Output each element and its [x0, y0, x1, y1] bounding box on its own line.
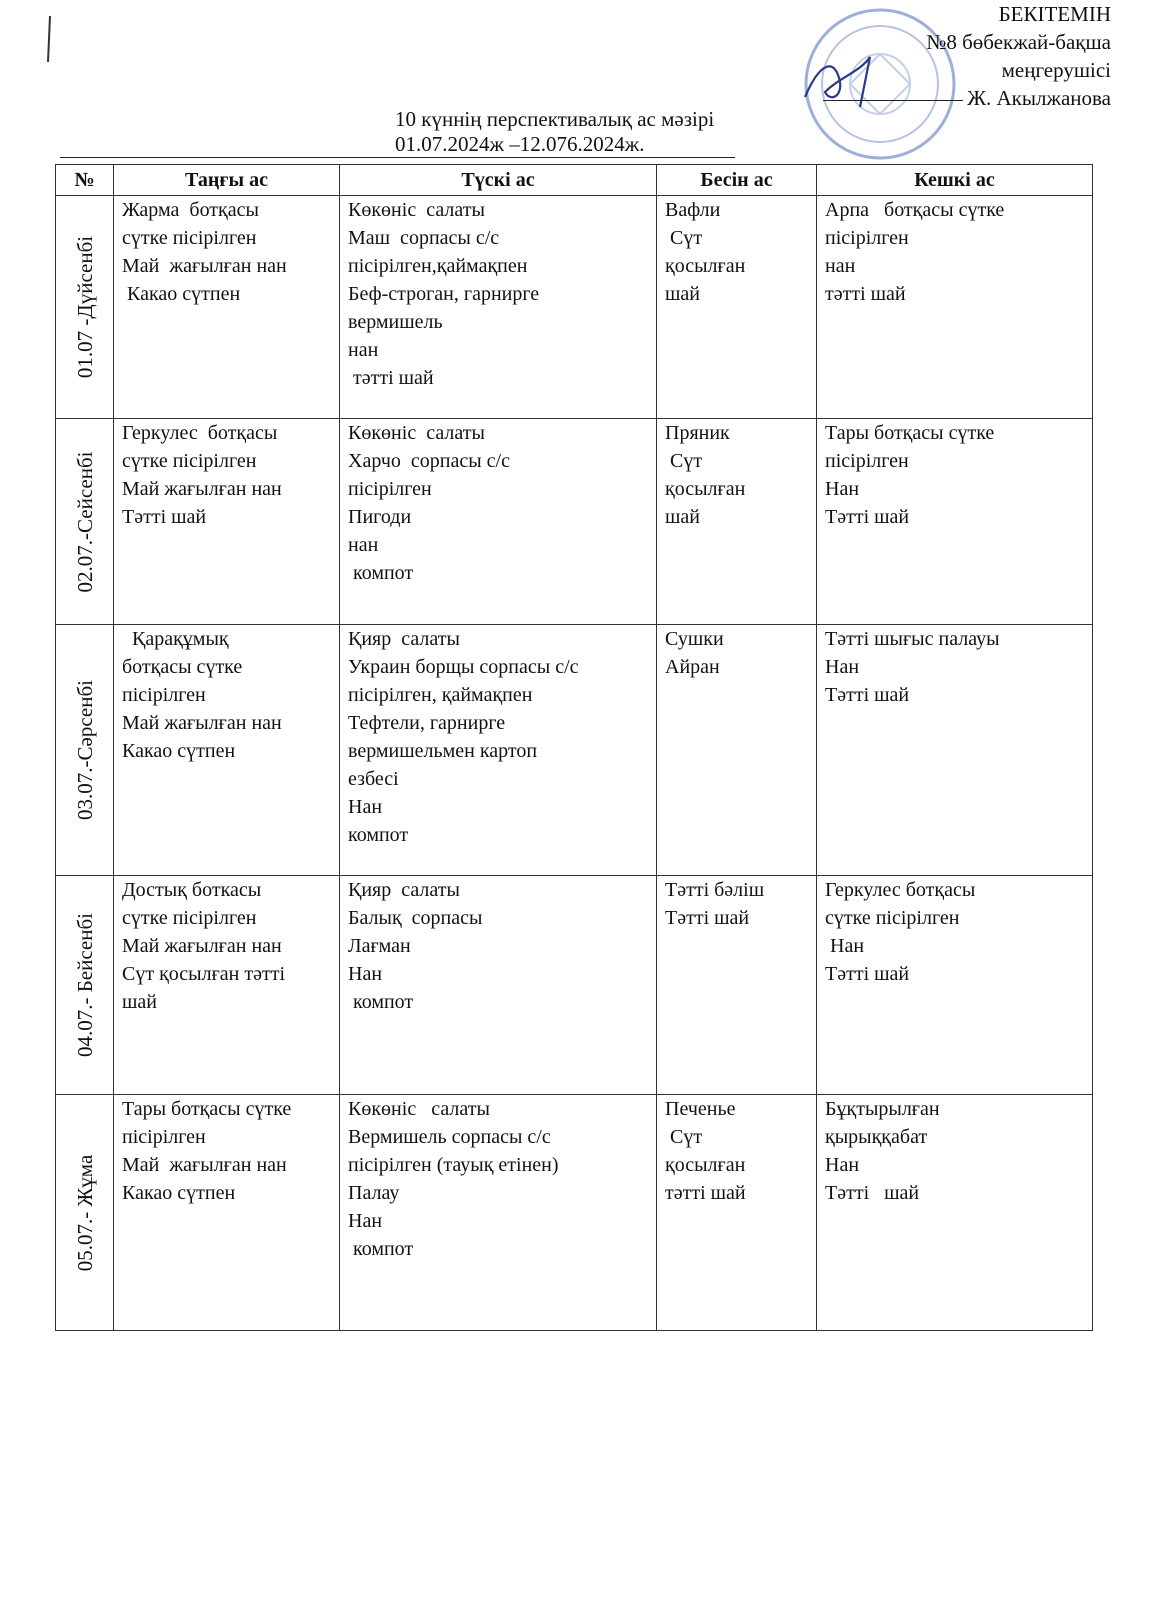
meal-item: тәтті шай: [665, 1182, 746, 1204]
header-snack: Бесін ас: [657, 165, 817, 196]
meal-item: Көкөніс салаты: [348, 422, 485, 444]
meal-item: сүтке пісірілген: [825, 907, 960, 929]
meal-item: компот: [348, 562, 414, 584]
day-label: 01.07 -Дүйсенбі: [72, 235, 97, 379]
meal-item: Бұқтырылған: [825, 1098, 940, 1120]
approval-name: Ж. Акылжанова: [967, 86, 1111, 110]
meal-item: Нан: [825, 1154, 860, 1176]
meal-item: Тефтели, гарнирге: [348, 712, 506, 734]
menu-table: [55, 164, 1093, 1331]
meal-item: пісірілген, қаймақпен: [348, 684, 533, 706]
meal-item: Тәтті шай: [122, 506, 207, 528]
day-label: 03.07.-Сәрсенбі: [72, 680, 97, 820]
signature-line: [823, 100, 963, 101]
meal-item: Сүт: [665, 227, 703, 249]
meal-item: пісірілген (тауық етінен): [348, 1154, 559, 1176]
header-row: [56, 165, 1093, 196]
meal-item: шай: [122, 991, 157, 1013]
meal-item: Арпа ботқасы сүтке: [825, 199, 1005, 221]
meal-item: Айран: [665, 656, 720, 678]
meal-item: Сүт: [665, 450, 703, 472]
meal-item: Геркулес ботқасы: [122, 422, 278, 444]
meal-item: компот: [348, 991, 414, 1013]
meal-item: Май жағылған нан: [122, 935, 282, 957]
meal-item: пісірілген: [348, 478, 432, 500]
meal-item: Май жағылған нан: [122, 255, 287, 277]
meal-item: вермишельмен картоп: [348, 740, 538, 762]
meal-item: Май жағылған нан: [122, 478, 282, 500]
meal-item: Қияр салаты: [348, 879, 460, 901]
day-cell: [56, 419, 114, 625]
meal-item: Маш сорпасы с/с: [348, 227, 500, 249]
day-label: 04.07.- Бейсенбі: [72, 912, 97, 1058]
meal-item: Нан: [825, 478, 860, 500]
meal-item: Достық боткасы: [122, 879, 262, 901]
meal-item: нан: [348, 339, 379, 361]
meal-item: нан: [825, 255, 856, 277]
dinner-cell: [817, 196, 1093, 419]
meal-item: шай: [665, 506, 700, 528]
meal-item: Тәтті шығыс палауы: [825, 628, 1000, 650]
meal-item: Тары ботқасы сүтке: [122, 1098, 292, 1120]
breakfast-cell: [114, 419, 340, 625]
meal-item: Жарма ботқасы: [122, 199, 259, 221]
snack-cell: [657, 419, 817, 625]
meal-item: Сүт қосылған тәтті: [122, 963, 286, 985]
meal-item: Нан: [825, 935, 865, 957]
snack-cell: [657, 196, 817, 419]
meal-item: қосылған: [665, 1154, 746, 1176]
meal-item: Тәтті шай: [825, 506, 910, 528]
meal-item: пісірілген: [825, 227, 909, 249]
meal-item: сүтке пісірілген: [122, 450, 257, 472]
meal-item: Пряник: [665, 422, 730, 444]
dinner-cell: [817, 876, 1093, 1095]
meal-item: Тары ботқасы сүтке: [825, 422, 995, 444]
meal-item: Какао сүтпен: [122, 1182, 236, 1204]
approval-block: [751, 0, 1111, 112]
margin-mark: [44, 14, 54, 64]
meal-item: сүтке пісірілген: [122, 227, 257, 249]
meal-item: ботқасы сүтке: [122, 656, 243, 678]
meal-item: Тәтті шай: [665, 907, 750, 929]
day-cell: [56, 625, 114, 876]
meal-item: Балық сорпасы: [348, 907, 483, 929]
meal-item: тәтті шай: [825, 283, 906, 305]
header-lunch: Түскі ас: [340, 165, 657, 196]
meal-item: езбесі: [348, 768, 399, 790]
snack-cell: [657, 1095, 817, 1331]
day-label: 05.07.- Жұма: [72, 1154, 97, 1271]
meal-item: вермишель: [348, 311, 443, 333]
meal-item: компот: [348, 1238, 414, 1260]
meal-item: Лағман: [348, 935, 411, 957]
breakfast-cell: [114, 625, 340, 876]
meal-item: тәтті шай: [348, 367, 434, 389]
lunch-cell: [340, 625, 657, 876]
snack-cell: [657, 625, 817, 876]
meal-item: Нан: [825, 656, 860, 678]
approval-org: №8 бөбекжай-бақша: [926, 30, 1111, 54]
title-period: 01.07.2024ж –12.076.2024ж.: [60, 132, 735, 158]
lunch-cell: [340, 1095, 657, 1331]
meal-item: Қияр салаты: [348, 628, 460, 650]
table-row: [56, 196, 1093, 419]
meal-item: Нан: [348, 796, 383, 818]
approval-position: меңгерушісі: [1001, 58, 1111, 82]
meal-item: Вафли: [665, 199, 721, 221]
meal-item: Какао сүтпен: [122, 283, 241, 305]
day-cell: [56, 1095, 114, 1331]
table-row: [56, 876, 1093, 1095]
meal-item: Нан: [348, 963, 383, 985]
meal-item: қырыққабат: [825, 1126, 928, 1148]
table-row: [56, 419, 1093, 625]
meal-item: Палау: [348, 1182, 400, 1204]
meal-item: компот: [348, 824, 409, 846]
lunch-cell: [340, 196, 657, 419]
meal-item: Вермишель сорпасы с/с: [348, 1126, 551, 1148]
meal-item: Тәтті бәліш: [665, 879, 765, 901]
header-dinner: Кешкі ас: [817, 165, 1093, 196]
header-number: №: [56, 165, 114, 196]
meal-item: Сушки: [665, 628, 724, 650]
meal-item: Нан: [348, 1210, 383, 1232]
meal-item: пісірілген,қаймақпен: [348, 255, 528, 277]
snack-cell: [657, 876, 817, 1095]
meal-item: шай: [665, 283, 700, 305]
meal-item: Қарақұмық: [122, 628, 229, 650]
table-row: [56, 625, 1093, 876]
day-cell: [56, 196, 114, 419]
meal-item: пісірілген: [122, 1126, 206, 1148]
meal-item: Көкөніс салаты: [348, 1098, 490, 1120]
lunch-cell: [340, 876, 657, 1095]
meal-item: пісірілген: [825, 450, 909, 472]
document-title: [395, 107, 735, 158]
meal-item: сүтке пісірілген: [122, 907, 257, 929]
meal-item: Харчо сорпасы с/с: [348, 450, 510, 472]
title-line-1: 10 күннің перспективалық ас мәзірі: [395, 107, 715, 131]
meal-item: Беф-строган, гарнирге: [348, 283, 540, 305]
breakfast-cell: [114, 1095, 340, 1331]
dinner-cell: [817, 625, 1093, 876]
meal-item: пісірілген: [122, 684, 206, 706]
meal-item: Печенье: [665, 1098, 736, 1120]
meal-item: Май жағылған нан: [122, 712, 282, 734]
breakfast-cell: [114, 196, 340, 419]
approval-heading: БЕКІТЕМІН: [998, 2, 1111, 26]
day-cell: [56, 876, 114, 1095]
meal-item: Тәтті шай: [825, 1182, 920, 1204]
breakfast-cell: [114, 876, 340, 1095]
meal-item: Сүт: [665, 1126, 703, 1148]
meal-item: қосылған: [665, 478, 746, 500]
meal-item: Украин борщы сорпасы с/с: [348, 656, 579, 678]
table-row: [56, 1095, 1093, 1331]
meal-item: Тәтті шай: [825, 684, 910, 706]
lunch-cell: [340, 419, 657, 625]
meal-item: Геркулес ботқасы: [825, 879, 976, 901]
dinner-cell: [817, 419, 1093, 625]
meal-item: Май жағылған нан: [122, 1154, 287, 1176]
meal-item: Көкөніс салаты: [348, 199, 485, 221]
header-breakfast: Таңғы ас: [114, 165, 340, 196]
meal-item: нан: [348, 534, 379, 556]
meal-item: қосылған: [665, 255, 746, 277]
meal-item: Тәтті шай: [825, 963, 910, 985]
dinner-cell: [817, 1095, 1093, 1331]
day-label: 02.07.-Сейсенбі: [72, 451, 97, 592]
meal-item: Пигоди: [348, 506, 412, 528]
meal-item: Какао сүтпен: [122, 740, 236, 762]
